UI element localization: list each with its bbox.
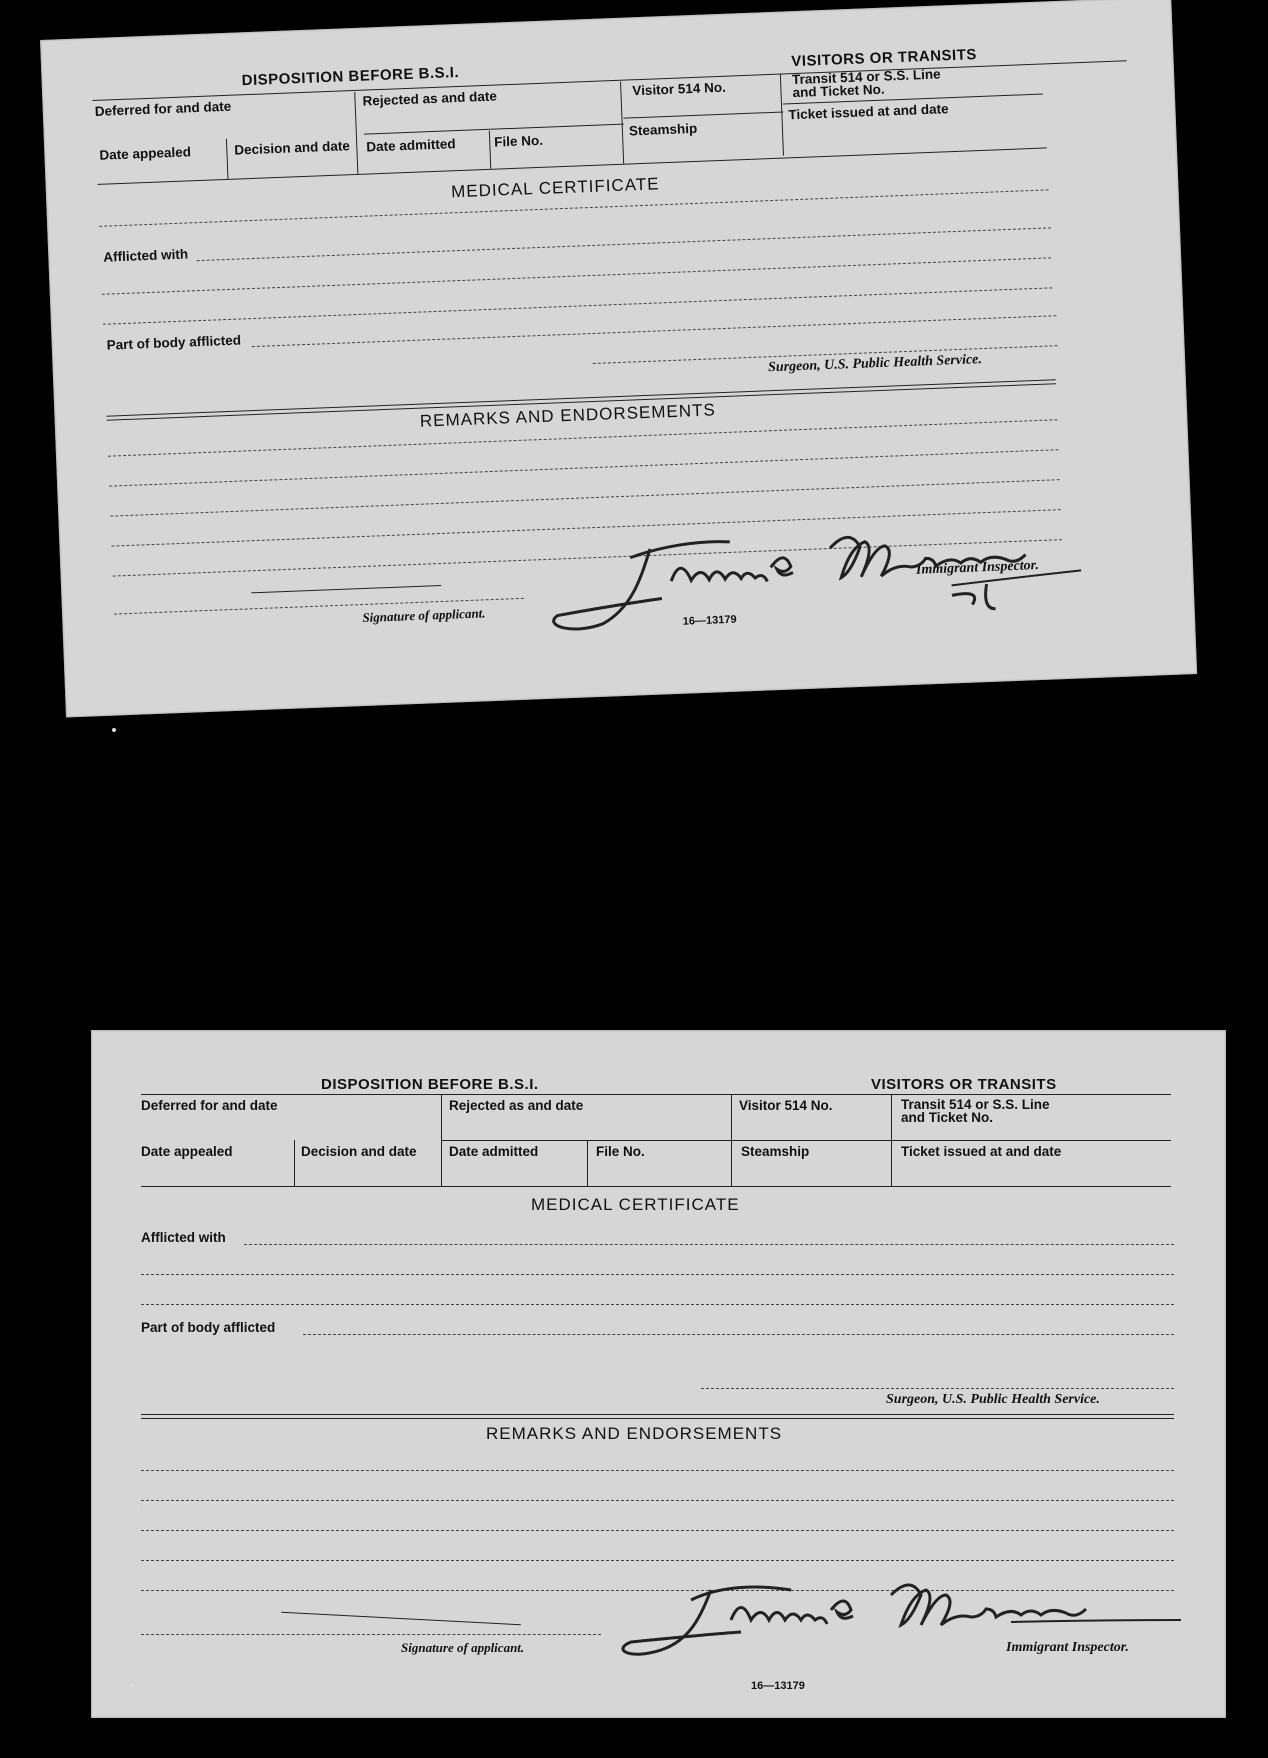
scan-speck xyxy=(112,728,116,732)
afflicted-with-label: Afflicted with xyxy=(103,246,189,265)
remarks-heading: REMARKS AND ENDORSEMENTS xyxy=(486,1424,783,1443)
file-no-label: File No. xyxy=(596,1144,645,1159)
transit-label xyxy=(901,1098,1050,1124)
steamship-label: Steamship xyxy=(628,120,698,139)
date-appealed-label: Date appealed xyxy=(141,1144,233,1159)
disposition-header: DISPOSITION BEFORE B.S.I. xyxy=(241,63,460,90)
part-of-body-label: Part of body afflicted xyxy=(106,332,242,353)
date-admitted-label: Date admitted xyxy=(449,1144,539,1159)
inspector-signature-image xyxy=(611,1570,1191,1670)
inspection-card-bottom xyxy=(91,1030,1226,1718)
visitors-header: VISITORS OR TRANSITS xyxy=(791,46,978,71)
form-number: 16—13179 xyxy=(751,1680,805,1692)
ticket-no-label: and Ticket No. xyxy=(792,81,885,101)
deferred-label: Deferred for and date xyxy=(94,98,232,119)
afflicted-with-label: Afflicted with xyxy=(141,1230,226,1245)
visitor-514-label: Visitor 514 No. xyxy=(632,79,727,99)
rejected-label: Rejected as and date xyxy=(449,1098,584,1113)
inspector-label: Immigrant Inspector. xyxy=(915,558,1040,578)
rejected-label: Rejected as and date xyxy=(362,88,498,109)
ticket-issued-label: Ticket issued at and date xyxy=(901,1144,1062,1159)
inspector-signature-image xyxy=(529,509,1123,642)
visitor-514-label: Visitor 514 No. xyxy=(739,1098,833,1113)
date-admitted-label: Date admitted xyxy=(366,136,456,155)
ticket-issued-label: Ticket issued at and date xyxy=(788,101,949,123)
disposition-header: DISPOSITION BEFORE B.S.I. xyxy=(321,1076,539,1093)
scan-speck xyxy=(136,1505,140,1509)
signature-applicant-label: Signature of applicant. xyxy=(362,605,486,626)
visitors-header: VISITORS OR TRANSITS xyxy=(871,1076,1057,1093)
deferred-label: Deferred for and date xyxy=(141,1098,278,1113)
medical-certificate-heading: MEDICAL CERTIFICATE xyxy=(450,174,660,202)
inspector-label: Immigrant Inspector. xyxy=(1006,1640,1129,1655)
signature-applicant-label: Signature of applicant. xyxy=(401,1640,525,1655)
date-appealed-label: Date appealed xyxy=(99,144,192,163)
transit-label xyxy=(792,67,941,99)
ticket-no-label: and Ticket No. xyxy=(901,1110,994,1125)
inspection-card-top xyxy=(40,0,1197,718)
steamship-label: Steamship xyxy=(741,1144,810,1159)
scan-speck xyxy=(130,1683,134,1687)
decision-label: Decision and date xyxy=(234,138,351,158)
surgeon-label: Surgeon, U.S. Public Health Service. xyxy=(886,1392,1100,1407)
part-of-body-label: Part of body afflicted xyxy=(141,1320,276,1335)
transit-514-label: Transit 514 or S.S. Line xyxy=(791,66,941,88)
surgeon-label: Surgeon, U.S. Public Health Service. xyxy=(767,352,983,376)
file-no-label: File No. xyxy=(493,132,544,150)
medical-certificate-heading: MEDICAL CERTIFICATE xyxy=(531,1195,740,1214)
remarks-heading: REMARKS AND ENDORSEMENTS xyxy=(419,400,717,431)
decision-label: Decision and date xyxy=(301,1144,417,1159)
form-number: 16—13179 xyxy=(682,613,737,628)
transit-514-label: Transit 514 or S.S. Line xyxy=(901,1097,1050,1112)
